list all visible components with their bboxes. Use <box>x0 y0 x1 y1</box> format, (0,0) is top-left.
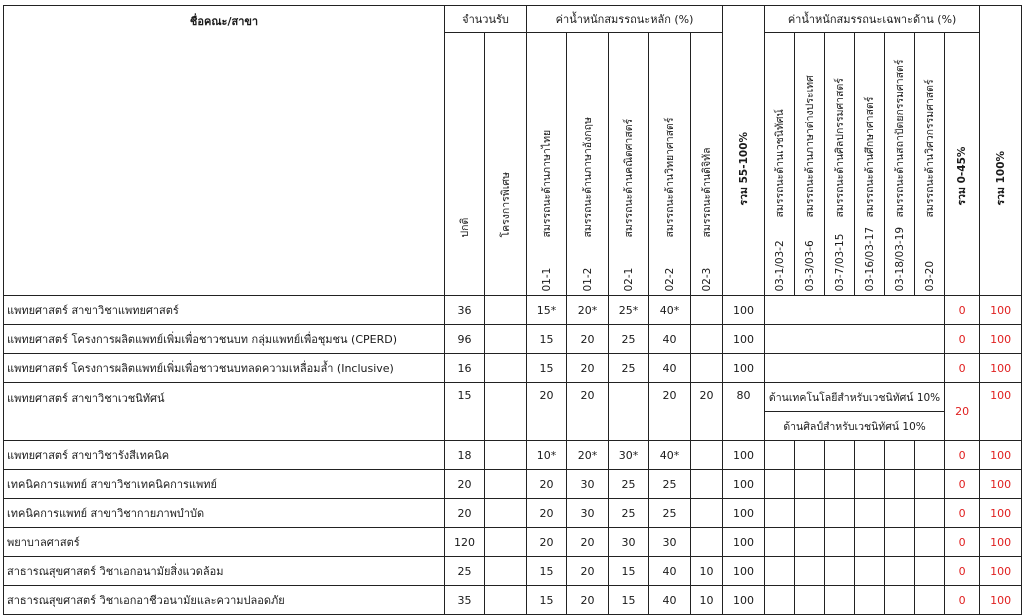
cell-spec-empty <box>765 325 945 354</box>
cell-core-4: 25 <box>649 499 691 528</box>
cell-spec <box>795 470 825 499</box>
cell-core-2: 30 <box>567 499 609 528</box>
row-name: แพทยศาสตร์ สาขาวิชาเวชนิทัศน์ <box>4 383 445 441</box>
cell-core-5 <box>691 441 723 470</box>
cell-core-5 <box>691 325 723 354</box>
cell-spec <box>795 441 825 470</box>
cell-normal: 20 <box>445 470 485 499</box>
table-row <box>4 296 1022 325</box>
cell-spec <box>825 441 855 470</box>
cell-spec-total: 0 <box>945 325 980 354</box>
cell-spec <box>915 470 945 499</box>
cell-spec <box>765 470 795 499</box>
cell-special <box>485 470 527 499</box>
cell-total: 100 <box>980 325 1022 354</box>
table-row <box>4 383 1022 412</box>
cell-spec-empty <box>765 296 945 325</box>
cell-core-4: 40 <box>649 354 691 383</box>
cell-core-2: 20 <box>567 586 609 615</box>
cell-spec-total: 0 <box>945 528 980 557</box>
cell-core-5: 10 <box>691 557 723 586</box>
cell-core-3: 30* <box>609 441 649 470</box>
cell-spec <box>855 441 885 470</box>
core-group-header: ค่าน้ำหนักสมรรถนะหลัก (%) <box>527 6 723 33</box>
cell-normal: 15 <box>445 383 485 441</box>
core-4-header: สมรรถนะด้านวิทยาศาสตร์ 02-2 <box>649 33 691 296</box>
cell-total: 100 <box>980 441 1022 470</box>
cell-core-3: 15 <box>609 586 649 615</box>
cell-core-1: 15* <box>527 296 567 325</box>
cell-core-3: 25* <box>609 296 649 325</box>
cell-core-2: 20 <box>567 383 609 441</box>
faculty-column-header: ชื่อคณะ/สาขา <box>4 6 445 296</box>
cell-core-1: 15 <box>527 586 567 615</box>
cell-spec-empty <box>765 354 945 383</box>
cell-core-3: 25 <box>609 325 649 354</box>
cell-normal: 35 <box>445 586 485 615</box>
cell-core-2: 20 <box>567 354 609 383</box>
cell-special <box>485 383 527 441</box>
cell-spec <box>885 557 915 586</box>
cell-spec <box>855 499 885 528</box>
cell-core-total: 100 <box>723 354 765 383</box>
spec-total-header: รวม 0-45% <box>945 33 980 296</box>
cell-spec <box>765 499 795 528</box>
row-name: พยาบาลศาสตร์ <box>4 528 445 557</box>
cell-core-total: 100 <box>723 557 765 586</box>
row-name: สาธารณสุขศาสตร์ วิชาเอกอนามัยสิ่งแวดล้อม <box>4 557 445 586</box>
table-row <box>4 499 1022 528</box>
table-row <box>4 528 1022 557</box>
cell-core-1: 20 <box>527 499 567 528</box>
spec-2-header: สมรรถนะด้านภาษาต่างประเทศ 03-3/03-6 <box>795 33 825 296</box>
cell-total: 100 <box>980 586 1022 615</box>
cell-spec <box>825 528 855 557</box>
cell-core-3: 25 <box>609 470 649 499</box>
row-name: แพทยศาสตร์ โครงการผลิตแพทย์เพิ่มเพื่อชาวชนบทลดความเหลื่อมล้ำ (Inclusive) <box>4 354 445 383</box>
cell-total: 100 <box>980 557 1022 586</box>
row-name: แพทยศาสตร์ สาขาวิชารังสีเทคนิค <box>4 441 445 470</box>
core-3-header: สมรรถนะด้านคณิตศาสตร์ 02-1 <box>609 33 649 296</box>
cell-core-4: 40* <box>649 296 691 325</box>
cell-core-5 <box>691 470 723 499</box>
cell-special <box>485 325 527 354</box>
spec-5-header: สมรรถนะด้านสถาปัตยกรรมศาสตร์ 03-18/03-19 <box>885 33 915 296</box>
cell-spec <box>885 528 915 557</box>
cell-core-5 <box>691 499 723 528</box>
cell-spec <box>855 528 885 557</box>
cell-normal: 18 <box>445 441 485 470</box>
cell-core-total: 100 <box>723 296 765 325</box>
cell-spec <box>915 441 945 470</box>
cell-core-1: 15 <box>527 354 567 383</box>
spec-note-art: ด้านศิลป์สำหรับเวชนิทัศน์ 10% <box>765 412 945 441</box>
cell-core-5 <box>691 528 723 557</box>
cell-core-total: 100 <box>723 528 765 557</box>
table-row <box>4 325 1022 354</box>
cell-core-1: 10* <box>527 441 567 470</box>
cell-core-4: 20 <box>649 383 691 441</box>
admit-special-header: โครงการพิเศษ <box>485 33 527 296</box>
spec-3-header: สมรรถนะด้านศิลปกรรมศาสตร์ 03-7/03-15 <box>825 33 855 296</box>
cell-core-5: 20 <box>691 383 723 441</box>
cell-core-total: 100 <box>723 586 765 615</box>
cell-spec <box>825 557 855 586</box>
cell-spec <box>825 586 855 615</box>
cell-core-1: 20 <box>527 528 567 557</box>
cell-spec-total: 20 <box>945 383 980 441</box>
cell-core-4: 40 <box>649 325 691 354</box>
cell-core-2: 20 <box>567 528 609 557</box>
cell-core-4: 40* <box>649 441 691 470</box>
table-row <box>4 470 1022 499</box>
cell-core-4: 30 <box>649 528 691 557</box>
cell-total: 100 <box>980 499 1022 528</box>
cell-core-total: 100 <box>723 470 765 499</box>
cell-special <box>485 528 527 557</box>
cell-core-total: 100 <box>723 441 765 470</box>
cell-normal: 25 <box>445 557 485 586</box>
admit-column-header: จำนวนรับ <box>445 6 527 33</box>
cell-total: 100 <box>980 296 1022 325</box>
cell-core-2: 20* <box>567 296 609 325</box>
cell-core-2: 20 <box>567 325 609 354</box>
cell-spec <box>795 528 825 557</box>
spec-4-header: สมรรถนะด้านศึกษาศาสตร์ 03-16/03-17 <box>855 33 885 296</box>
cell-special <box>485 354 527 383</box>
cell-core-1: 20 <box>527 470 567 499</box>
cell-core-4: 40 <box>649 557 691 586</box>
cell-core-3 <box>609 383 649 441</box>
cell-spec-total: 0 <box>945 586 980 615</box>
cell-core-3: 15 <box>609 557 649 586</box>
table-body <box>4 296 1022 615</box>
cell-spec <box>855 557 885 586</box>
cell-spec <box>795 499 825 528</box>
grand-total-header: รวม 100% <box>980 6 1022 296</box>
cell-core-5 <box>691 296 723 325</box>
cell-core-3: 25 <box>609 499 649 528</box>
cell-spec <box>765 528 795 557</box>
cell-normal: 20 <box>445 499 485 528</box>
cell-spec-total: 0 <box>945 441 980 470</box>
cell-normal: 120 <box>445 528 485 557</box>
cell-spec <box>795 557 825 586</box>
cell-core-1: 20 <box>527 383 567 441</box>
cell-special <box>485 499 527 528</box>
cell-spec-total: 0 <box>945 296 980 325</box>
cell-special <box>485 296 527 325</box>
core-total-header: รวม 55-100% <box>723 6 765 296</box>
row-name: สาธารณสุขศาสตร์ วิชาเอกอาชีวอนามัยและความปลอดภัย <box>4 586 445 615</box>
cell-spec <box>765 586 795 615</box>
row-name: เทคนิคการแพทย์ สาขาวิชากายภาพบำบัด <box>4 499 445 528</box>
cell-core-3: 25 <box>609 354 649 383</box>
cell-spec <box>885 441 915 470</box>
cell-core-total: 80 <box>723 383 765 441</box>
cell-special <box>485 557 527 586</box>
cell-spec <box>915 586 945 615</box>
cell-special <box>485 441 527 470</box>
cell-spec-total: 0 <box>945 557 980 586</box>
row-name: แพทยศาสตร์ โครงการผลิตแพทย์เพิ่มเพื่อชาวชนบท กลุ่มแพทย์เพื่อชุมชน (CPERD) <box>4 325 445 354</box>
spec-group-header: ค่าน้ำหนักสมรรถนะเฉพาะด้าน (%) <box>765 6 980 33</box>
cell-core-total: 100 <box>723 499 765 528</box>
cell-spec <box>855 586 885 615</box>
cell-core-5: 10 <box>691 586 723 615</box>
cell-total: 100 <box>980 383 1022 441</box>
cell-spec <box>765 557 795 586</box>
table-row <box>4 586 1022 615</box>
core-1-header: สมรรถนะด้านภาษาไทย 01-1 <box>527 33 567 296</box>
cell-spec <box>885 499 915 528</box>
cell-core-5 <box>691 354 723 383</box>
cell-spec <box>915 499 945 528</box>
spec-note-tech: ด้านเทคโนโลยีสำหรับเวชนิทัศน์ 10% <box>765 383 945 412</box>
cell-core-3: 30 <box>609 528 649 557</box>
cell-normal: 96 <box>445 325 485 354</box>
core-2-header: สมรรถนะด้านภาษาอังกฤษ 01-2 <box>567 33 609 296</box>
table-row <box>4 354 1022 383</box>
cell-spec <box>855 470 885 499</box>
cell-spec <box>885 470 915 499</box>
cell-spec <box>915 528 945 557</box>
cell-total: 100 <box>980 470 1022 499</box>
cell-spec <box>825 499 855 528</box>
cell-spec <box>915 557 945 586</box>
cell-spec <box>825 470 855 499</box>
cell-spec <box>765 441 795 470</box>
cell-core-1: 15 <box>527 557 567 586</box>
cell-core-1: 15 <box>527 325 567 354</box>
cell-core-4: 40 <box>649 586 691 615</box>
admission-weight-table <box>3 5 1022 615</box>
cell-core-total: 100 <box>723 325 765 354</box>
row-name: เทคนิคการแพทย์ สาขาวิชาเทคนิคการแพทย์ <box>4 470 445 499</box>
cell-spec-total: 0 <box>945 470 980 499</box>
table-row <box>4 441 1022 470</box>
cell-core-2: 20 <box>567 557 609 586</box>
cell-spec-total: 0 <box>945 354 980 383</box>
cell-normal: 36 <box>445 296 485 325</box>
cell-total: 100 <box>980 354 1022 383</box>
spec-1-header: สมรรถนะด้านเวชนิทัศน์ 03-1/03-2 <box>765 33 795 296</box>
cell-normal: 16 <box>445 354 485 383</box>
cell-spec <box>795 586 825 615</box>
row-name: แพทยศาสตร์ สาขาวิชาแพทยศาสตร์ <box>4 296 445 325</box>
admit-normal-header: ปกติ <box>445 33 485 296</box>
cell-core-2: 30 <box>567 470 609 499</box>
cell-total: 100 <box>980 528 1022 557</box>
cell-spec <box>885 586 915 615</box>
spec-6-header: สมรรถนะด้านวิศวกรรมศาสตร์ 03-20 <box>915 33 945 296</box>
cell-core-2: 20* <box>567 441 609 470</box>
cell-core-4: 25 <box>649 470 691 499</box>
core-5-header: สมรรถนะด้านดิจิทัล 02-3 <box>691 33 723 296</box>
table-row <box>4 557 1022 586</box>
cell-spec-total: 0 <box>945 499 980 528</box>
cell-special <box>485 586 527 615</box>
